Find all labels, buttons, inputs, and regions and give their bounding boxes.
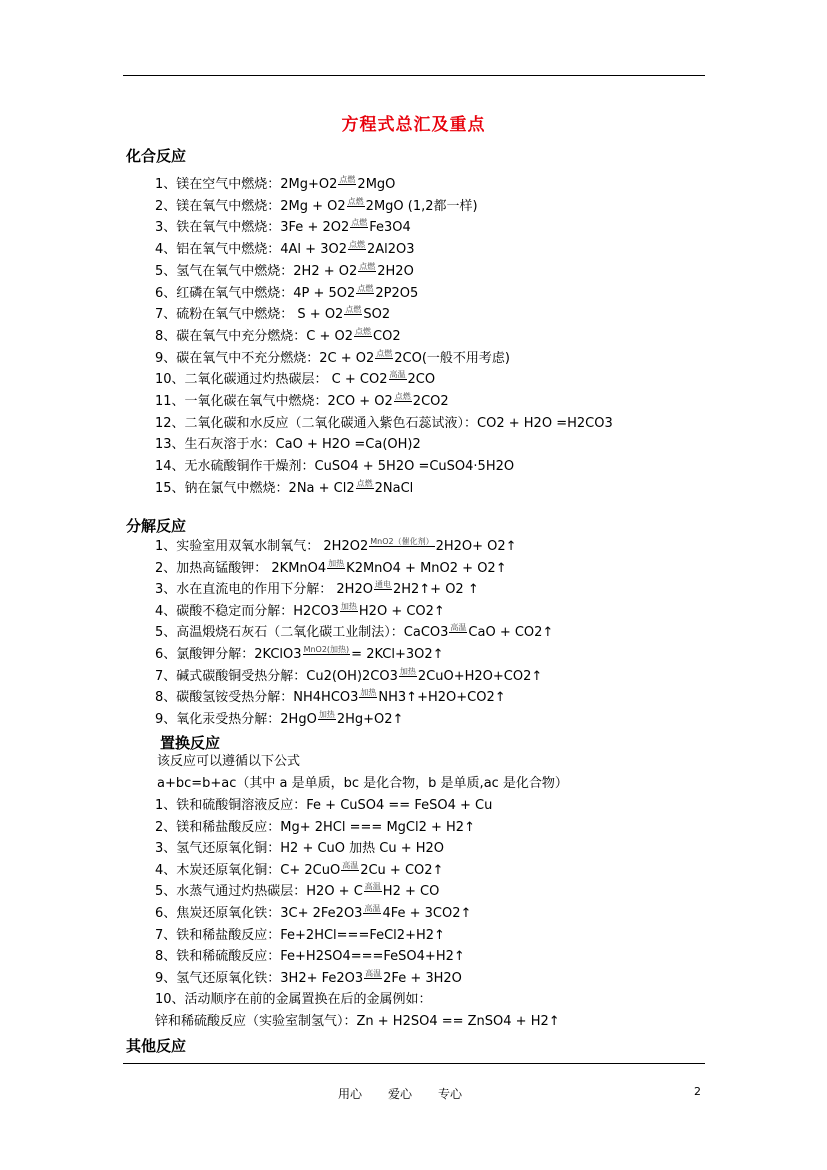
equation-product: 2CO(一般不用考虑) [394,350,511,366]
equation-product: = 2KCl+3O2↑ [351,647,444,662]
combination-equation-2 [155,197,478,217]
combination-equation-8 [155,327,401,347]
equation-text: 5、水蒸气通过灼热碳层：H2O + C [155,884,363,900]
equation-text: 9、氢气还原氧化铁：3H2+ Fe2O3 [155,970,364,986]
equation-product: NH3↑+H2O+CO2↑ [378,690,506,706]
reaction-condition: 高温 [389,370,406,380]
displacement-equation-2 [155,818,475,838]
equation-text: 2、镁在氧气中燃烧：2Mg + O2 [155,198,346,214]
equation-text: 6、红磷在氧气中燃烧：4P + 5O2 [155,285,356,301]
equation-text: 7、铁和稀盐酸反应：Fe+2HCl===FeCl2+H2↑ [155,927,445,943]
equation-product: 2MgO [357,177,396,192]
equation-text: 5、高温煅烧石灰石（二氧化碳工业制法）：CaCO3 [155,625,449,641]
reaction-condition: 通电 [374,580,391,590]
equation-text: 2、加热高锰酸钾： 2KMnO4 [155,560,327,576]
reaction-condition: 加热 [318,709,335,719]
displacement-equation-11 [155,1012,560,1032]
displacement-equation-3 [155,839,444,859]
header-rule [123,75,705,76]
reaction-condition: 点燃 [355,326,372,336]
displacement-equation-10 [155,990,432,1010]
equation-text: 7、碱式碳酸铜受热分解：Cu2(OH)2CO3 [155,668,398,684]
reaction-condition: 高温 [364,904,381,913]
reaction-condition: 加热 [340,601,357,611]
combination-equation-9 [155,349,510,369]
equation-product: 2H2O [377,263,414,279]
equation-product: 2NaCl [374,480,414,496]
decomposition-equation-8 [155,688,506,708]
equation-product: K2MnO4 + MnO2 + O2↑ [346,560,507,576]
decomposition-equation-9 [155,710,403,730]
equation-text: 1、实验室用双氧水制氧气： 2H2O2 [155,539,369,554]
equation-text: 5、氢气在氧气中燃烧：2H2 + O2 [155,263,358,279]
equation-product: 2CO2 [412,394,449,409]
combination-equation-13 [155,435,421,455]
reaction-condition: 高温 [364,882,381,892]
equation-product: 2Al2O3 [366,242,415,258]
equation-text: 6、氯酸钾分解：2KClO3 [155,647,302,662]
combination-equation-1 [155,175,395,195]
displacement-intro-1: 该反应可以遵循以下公式 [157,754,301,769]
section-heading-other: 其他反应 [126,1037,187,1055]
combination-equation-5 [155,262,414,282]
displacement-equation-1 [155,796,492,816]
reaction-condition: 点燃 [359,261,376,271]
equation-product: 2CO [407,372,436,388]
displacement-equation-7 [155,926,445,946]
section-heading-combination: 化合反应 [126,147,187,165]
equation-product: 2P2O5 [375,285,419,301]
equation-product: CO2 [373,328,401,344]
equation-product: H2O + CO2↑ [358,603,445,619]
reaction-condition: MnO2（催化剂） [370,537,434,546]
equation-text: 4、木炭还原氧化铜：C+ 2CuO [155,862,341,878]
equation-text: 1、镁在空气中燃烧：2Mg+O2 [155,177,338,192]
combination-equation-7 [155,305,390,325]
displacement-intro-2: a+bc=b+ac（其中 a 是单质，bc 是化合物，b 是单质,ac 是化合物） [157,776,568,791]
equation-product: H2 + CO [382,884,440,900]
displacement-equation-5 [155,882,439,902]
equation-text: 9、碳在氧气中不充分燃烧：2C + O2 [155,350,375,366]
equation-product: 2Hg+O2↑ [336,711,404,727]
equation-text: 12、二氧化碳和水反应（二氧化碳通入紫色石蕊试液）：CO2 + H2O =H2CO3 [155,415,613,431]
reaction-condition: 加热 [360,688,377,698]
equation-text: 8、碳在氧气中充分燃烧：C + O2 [155,328,354,344]
equation-product: Fe3O4 [369,220,411,236]
equation-product: CaO + CO2↑ [468,625,554,641]
equation-text: 3、水在直流电的作用下分解： 2H2O [155,582,373,598]
decomposition-equation-6 [155,645,444,665]
displacement-equation-4 [155,861,443,881]
equation-text: 7、硫粉在氧气中燃烧： S + O2 [155,307,344,323]
decomposition-equation-1 [155,537,517,557]
equation-text: 8、碳酸氢铵受热分解：NH4HCO3 [155,690,359,706]
equation-text: 1、铁和硫酸铜溶液反应：Fe + CuSO4 == FeSO4 + Cu [155,798,493,813]
decomposition-equation-4 [155,602,445,622]
equation-text: 14、无水硫酸铜作干燥剂：CuSO4 + 5H2O =CuSO4·5H2O [155,459,515,475]
decomposition-equation-2 [155,559,507,579]
reaction-condition: MnO2(加热) [303,645,350,654]
equation-text: 3、氢气还原氧化铜：H2 + CuO 加热 Cu + H2O [155,841,445,857]
document-title: 方程式总汇及重点 [341,115,486,135]
combination-equation-12 [155,414,613,434]
equation-text: 4、铝在氧气中燃烧：4Al + 3O2 [155,242,347,258]
reaction-condition: 高温 [365,968,382,978]
equation-text: 6、焦炭还原氧化铁：3C+ 2Fe2O3 [155,906,363,921]
equation-product: 4Fe + 3CO2↑ [382,906,472,921]
equation-product: 2Cu + CO2↑ [360,862,444,878]
reaction-condition: 高温 [450,623,467,633]
reaction-condition: 点燃 [394,392,411,401]
equation-text: 4、碳酸不稳定而分解：H2CO3 [155,603,339,619]
combination-equation-11 [155,392,449,412]
equation-product: 2MgO (1,2都一样) [365,198,478,214]
equation-text: 10、活动顺序在前的金属置换在后的金属例如： [155,992,432,1008]
reaction-condition: 点燃 [376,348,393,358]
equation-product: 2H2O+ O2↑ [435,539,517,554]
footer-text-1: 用心 [338,1087,363,1101]
reaction-condition: 点燃 [345,305,362,315]
equation-text: 11、一氧化碳在氧气中燃烧：2CO + O2 [155,394,393,409]
reaction-condition: 点燃 [347,196,364,206]
page-number: 2 [694,1085,701,1098]
combination-equation-14 [155,457,514,477]
equation-text: 8、铁和稀硫酸反应：Fe+H2SO4===FeSO4+H2↑ [155,949,465,965]
equation-text: 3、铁在氧气中燃烧：3Fe + 2O2 [155,220,350,236]
equation-text: 13、生石灰溶于水：CaO + H2O =Ca(OH)2 [155,437,421,453]
equation-product: SO2 [363,307,391,323]
decomposition-equation-3 [155,580,479,600]
combination-equation-4 [155,240,415,260]
combination-equation-10 [155,370,435,390]
displacement-equation-9 [155,969,462,989]
combination-equation-15 [155,479,413,499]
equation-text: 10、二氧化碳通过灼热碳层： C + CO2 [155,372,388,388]
reaction-condition: 点燃 [356,478,373,488]
section-heading-decomposition: 分解反应 [126,517,187,535]
reaction-condition: 点燃 [348,240,365,250]
section-heading-displacement: 置换反应 [160,734,221,752]
equation-text: 2、镁和稀盐酸反应：Mg+ 2HCl === MgCl2 + H2↑ [155,819,475,835]
decomposition-equation-5 [155,623,553,643]
equation-product: 2CuO+H2O+CO2↑ [417,668,543,684]
reaction-condition: 加热 [399,666,416,676]
footer-text-2: 爱心 [388,1087,413,1101]
displacement-equation-8 [155,947,465,967]
displacement-equation-6 [155,904,471,924]
equation-product: 2H2↑+ O2 ↑ [392,582,479,598]
reaction-condition: 高温 [342,860,359,870]
combination-equation-6 [155,284,418,304]
reaction-condition: 点燃 [351,218,368,228]
footer-rule [123,1063,705,1064]
reaction-condition: 点燃 [357,283,374,293]
decomposition-equation-7 [155,667,542,687]
footer-text-3: 专心 [438,1087,463,1101]
equation-text: 9、氧化汞受热分解：2HgO [155,711,317,727]
equation-text: 锌和稀硫酸反应（实验室制氢气）：Zn + H2SO4 == ZnSO4 + H2↑ [155,1014,560,1029]
reaction-condition: 点燃 [339,175,356,184]
reaction-condition: 加热 [328,558,345,568]
equation-text: 15、钠在氯气中燃烧：2Na + Cl2 [155,480,355,496]
equation-product: 2Fe + 3H2O [383,970,462,986]
combination-equation-3 [155,218,411,238]
